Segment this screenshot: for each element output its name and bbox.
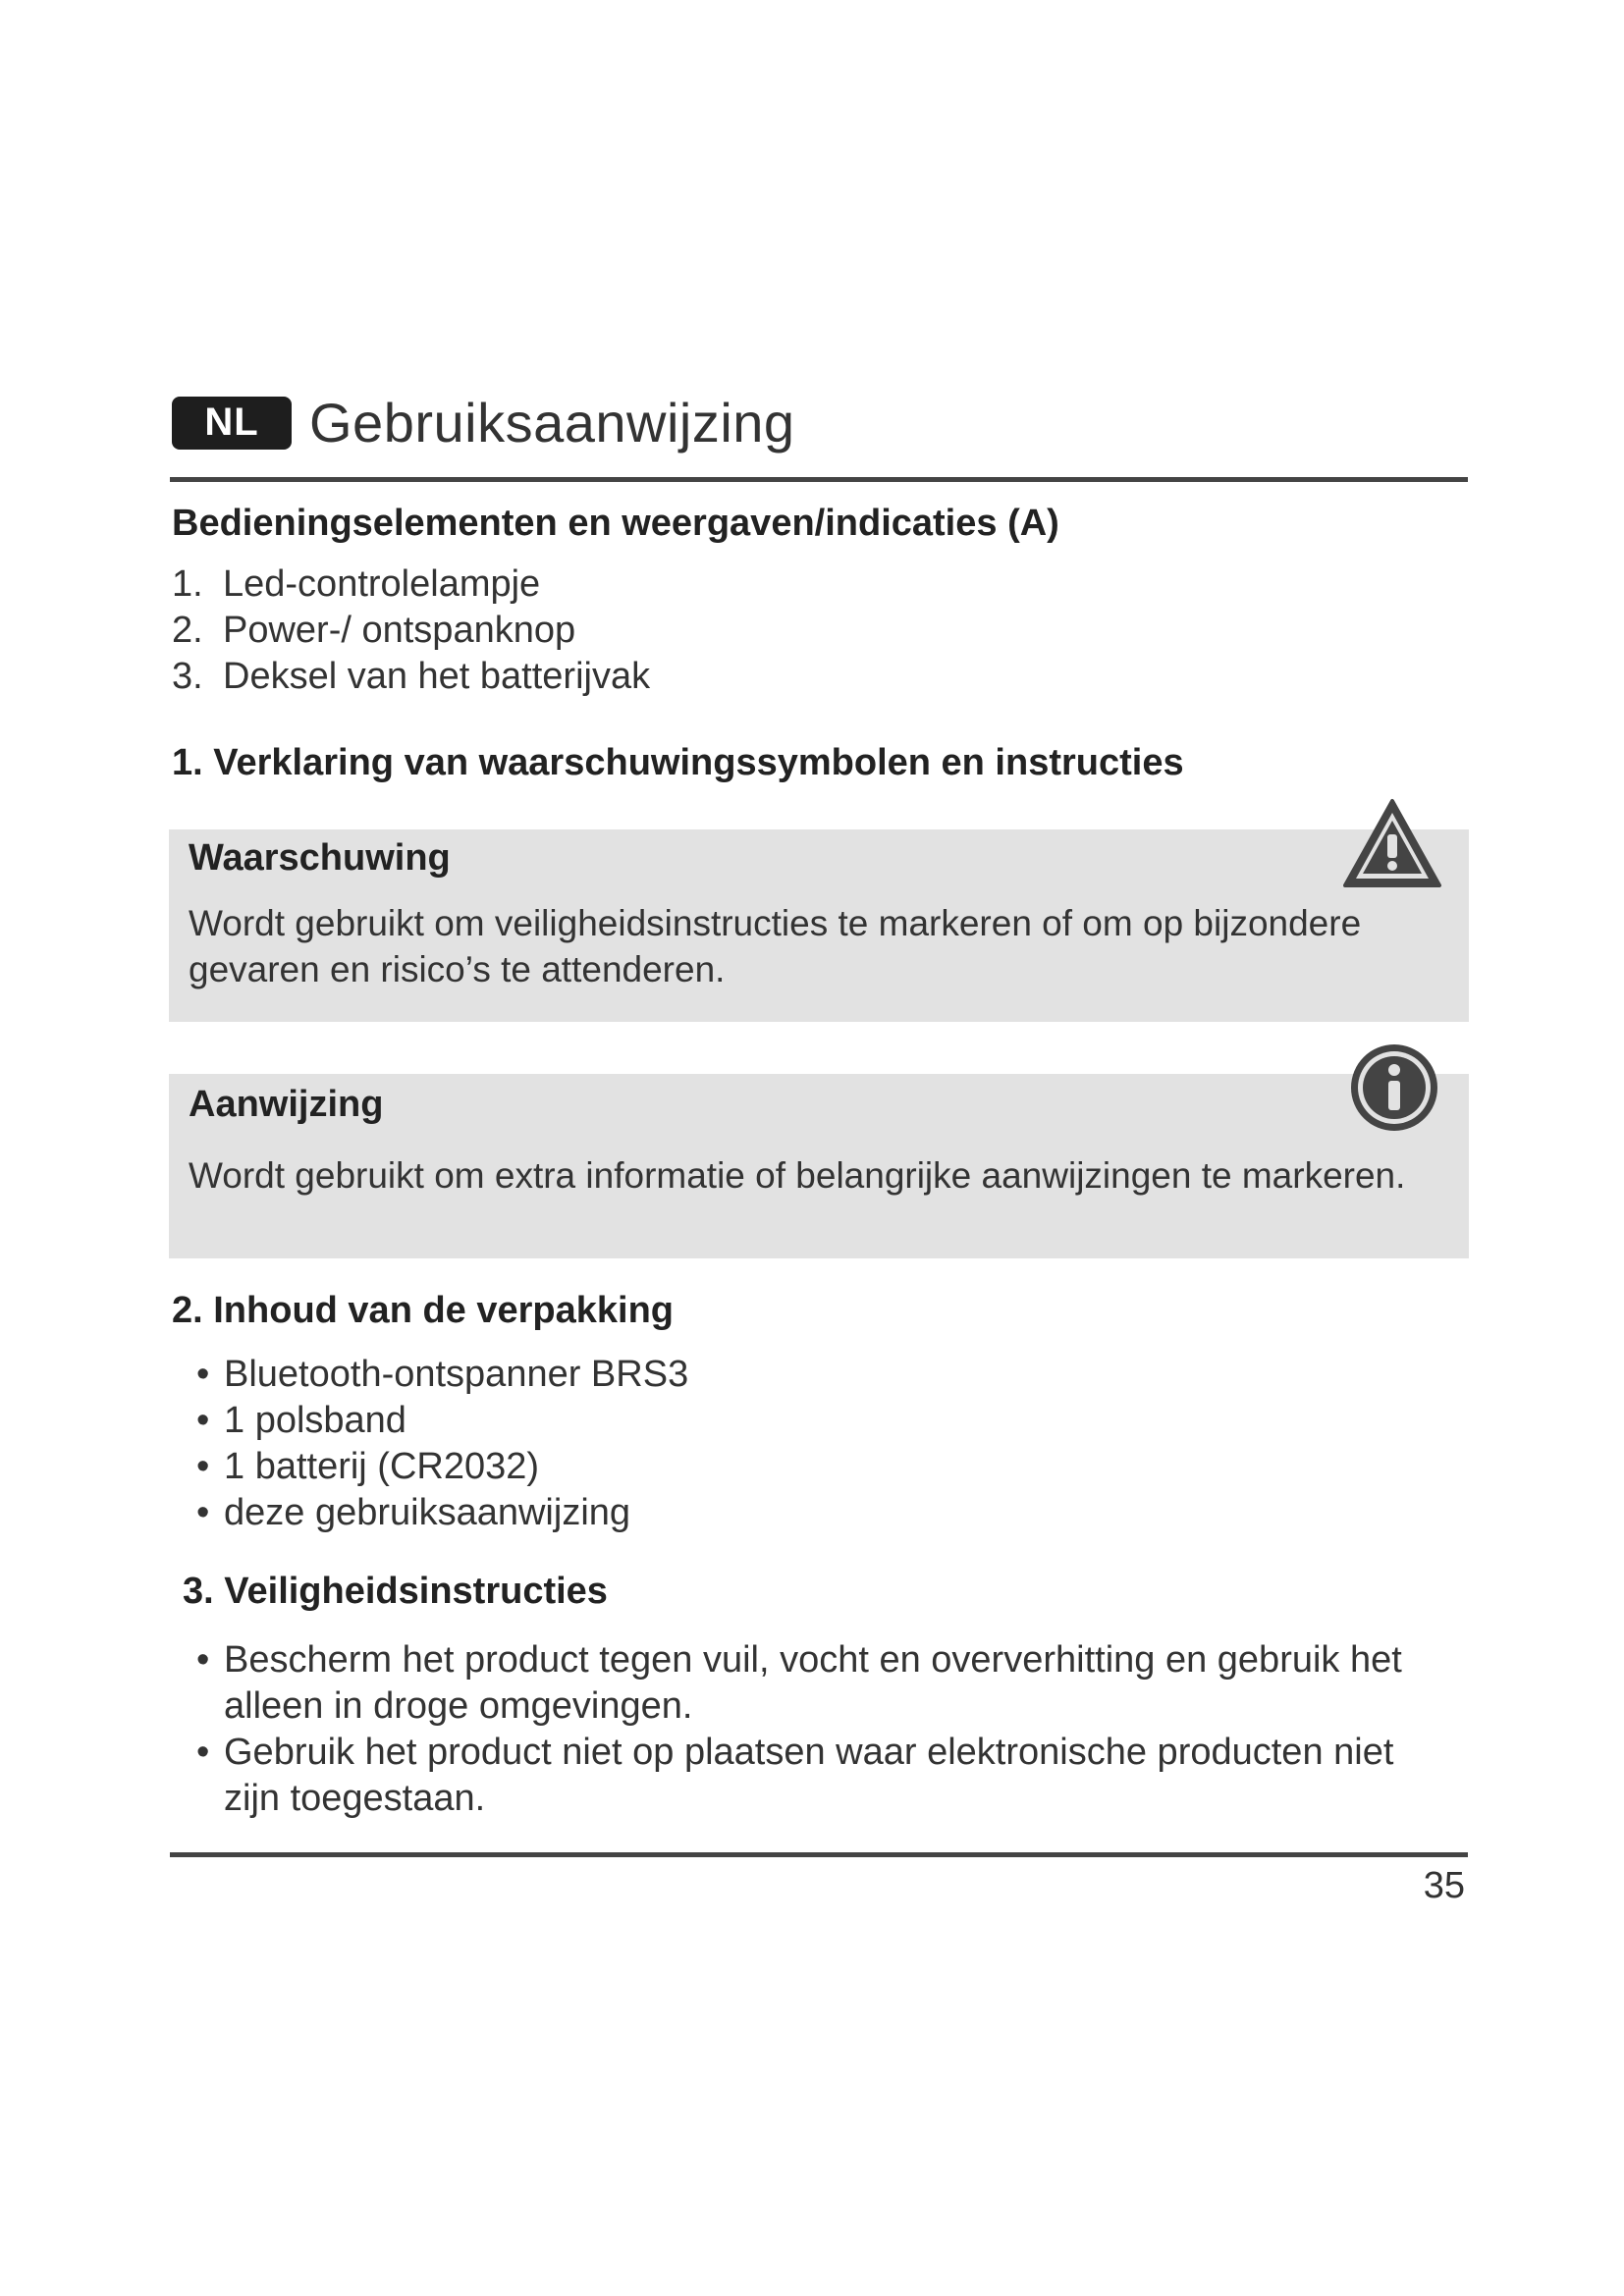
list-item [172,654,650,700]
list-item [172,561,650,608]
list-item-label: Led-controlelampje [223,563,541,605]
page-header [172,391,795,454]
list-item-label: deze gebruiksaanwijzing [224,1492,631,1533]
list-item-label: 1 polsband [224,1400,406,1441]
bottom-divider [170,1852,1468,1857]
warning-box [169,829,1469,1022]
list-item [196,1352,688,1398]
list-item [196,1637,1443,1730]
document-title: Gebruiksaanwijzing [309,392,795,454]
list-item-label: Gebruik het product niet op plaatsen waar elektronische producten niet zijn toegestaan. [224,1732,1394,1819]
page-number: 35 [1423,1865,1465,1906]
warning-triangle-icon [1341,797,1443,891]
list-item [196,1730,1443,1822]
language-badge: NL [172,397,292,450]
list-item-label: Power-/ ontspanknop [223,610,576,651]
list-item-label: 1 batterij (CR2032) [224,1446,540,1487]
bullet: • [196,1639,210,1681]
bullet: • [196,1400,210,1441]
package-contents-list [196,1352,688,1536]
bullet: • [196,1446,210,1487]
warning-text: Wordt gebruikt om veiligheidsinstructies te markeren of om op bijzondere gevaren en risico’s te attenderen. [189,903,1362,989]
list-item [196,1444,688,1490]
section-3-heading: 3. Veiligheidsinstructies [183,1571,608,1612]
section-1-heading: 1. Verklaring van waarschuwingssymbolen en instructies [172,742,1184,783]
bullet: • [196,1492,210,1533]
list-item-label: Bluetooth-ontspanner BRS3 [224,1354,689,1395]
warning-title: Waarschuwing [189,837,451,879]
info-text: Wordt gebruikt om extra informatie of belangrijke aanwijzingen te markeren. [189,1155,1406,1196]
controls-list [172,561,650,700]
info-box [169,1074,1469,1258]
list-item [196,1398,688,1444]
info-icon [1349,1042,1439,1133]
list-item-number: 1. [172,563,203,605]
bullet: • [196,1354,210,1395]
section-2-heading: 2. Inhoud van de verpakking [172,1290,675,1331]
list-item-label: Deksel van het batterijvak [223,656,651,697]
list-item-number: 3. [172,656,203,697]
list-item-label: Bescherm het product tegen vuil, vocht en oververhitting en gebruik het alleen in droge omgevingen. [224,1639,1402,1727]
bullet: • [196,1732,210,1773]
controls-heading: Bedieningselementen en weergaven/indicaties (A) [172,503,1059,544]
list-item [172,608,650,654]
list-item [196,1490,688,1536]
top-divider [170,477,1468,482]
safety-instructions-list [196,1637,1443,1822]
list-item-number: 2. [172,610,203,651]
info-title: Aanwijzing [189,1084,384,1125]
